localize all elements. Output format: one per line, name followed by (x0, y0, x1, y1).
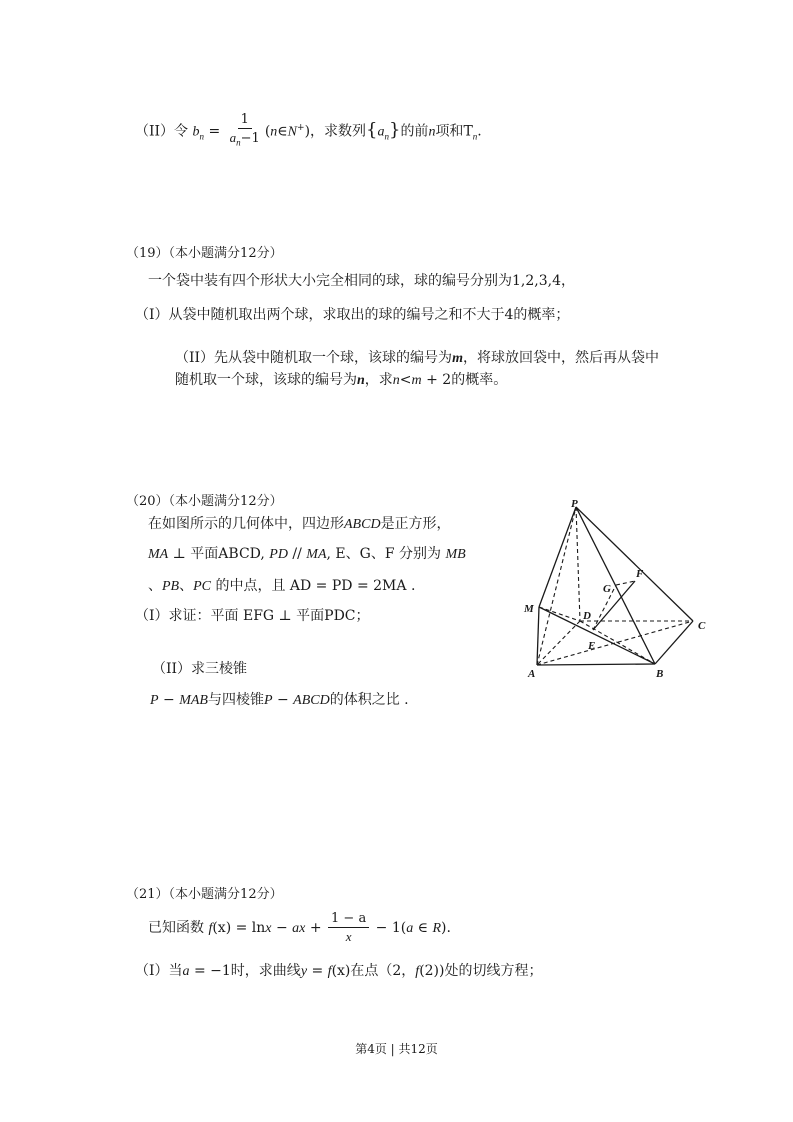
T-var: T (463, 123, 473, 140)
edge-ef (593, 581, 635, 630)
label-p: P (571, 498, 578, 510)
label-f: F (636, 568, 644, 580)
text: 在如图所示的几何体中，四边形 (148, 516, 344, 532)
q19-part2-line2 (175, 371, 507, 390)
ma-var: MA (306, 547, 327, 562)
text: 的体积之比 . (329, 692, 409, 708)
text: , E、G、F 分别为 (326, 546, 446, 562)
q21-given (148, 910, 451, 947)
a-var: a (406, 921, 414, 936)
plus-sup: + (297, 123, 305, 133)
f-var: f (327, 964, 332, 979)
in-symbol: ∈ (277, 123, 288, 140)
p-var: P (263, 693, 273, 708)
label-e: E (588, 640, 596, 652)
edge-pm (539, 507, 576, 607)
q19-intro: 一个袋中装有四个形状大小完全相同的球，球的编号分别为1,2,3,4， (148, 273, 575, 289)
text: ，求 (364, 372, 393, 388)
text: 与四棱锥 (207, 692, 264, 708)
period: . (477, 123, 482, 140)
text: 的前 (400, 123, 429, 140)
label-c: C (698, 620, 706, 632)
natural-set: N (287, 124, 298, 140)
text: 、 (148, 578, 162, 594)
text: = −1时，求曲线 (189, 963, 301, 979)
text: 的概率。 (451, 372, 508, 388)
text: 、 (179, 578, 194, 594)
edge-pd (576, 507, 580, 621)
q20-part2: （II）求三棱锥 (152, 661, 248, 677)
fraction-denominator: x (345, 929, 352, 944)
text: 项和 (435, 123, 464, 140)
fraction-denominator (227, 129, 263, 152)
n-sub: n (236, 137, 241, 148)
label-b: B (656, 668, 664, 680)
text: 随机取一个球，该球的编号为 (175, 372, 357, 388)
label-g: G (603, 583, 611, 595)
q20-part1: （I）求证：平面 EFG ⊥ 平面PDC； (135, 608, 370, 624)
equals-ln: = ln (231, 920, 266, 936)
page-footer: 第4页 | 共12页 (355, 1042, 438, 1056)
a-var: a (229, 129, 237, 145)
parallel: // (287, 546, 307, 562)
a-var: a (182, 964, 190, 979)
abcd-var: ABCD (293, 693, 330, 708)
equals: = (307, 963, 328, 979)
q20-line3 (148, 577, 415, 596)
f-var: f (208, 921, 213, 936)
ax-var: ax (292, 921, 306, 936)
paren-x: (x) (212, 920, 232, 936)
p-var: P (150, 693, 159, 708)
ma-var: MA (148, 547, 169, 562)
minus: − (272, 692, 294, 708)
q20-line2 (148, 545, 466, 564)
plus-two: + 2 (421, 372, 452, 388)
text: (2))处的切线方程； (419, 963, 543, 979)
f-var: f (415, 964, 420, 979)
q18-part2 (135, 108, 482, 156)
edge-md (539, 607, 580, 621)
n-var: n (392, 373, 400, 388)
paren-open: ( (264, 123, 271, 140)
bn-fraction (227, 112, 263, 152)
real-set: R (432, 921, 442, 936)
n-var: n (270, 124, 278, 140)
q21-header: （21）（本小题满分12分） (126, 887, 283, 902)
n-var: n (357, 373, 365, 388)
text: （II）先从袋中随机取一个球，该球的编号为 (175, 350, 453, 366)
text: (x)在点（2， (331, 963, 416, 979)
q21-part1 (135, 962, 542, 981)
n-sub: n (384, 131, 389, 142)
edge-mb (539, 607, 655, 664)
edge-ap (537, 507, 576, 665)
n-sub: n (472, 131, 478, 142)
pd-var: PD (269, 547, 288, 562)
q20-part2-expr (150, 691, 409, 710)
geometry-figure (515, 497, 725, 682)
edge-bc (655, 621, 693, 664)
n-sub: n (199, 131, 205, 142)
q20-line1 (148, 515, 451, 534)
label-m: M (524, 603, 534, 615)
text: ，将球放回袋中，然后再从袋中 (462, 350, 659, 366)
paren-close: ) (304, 123, 311, 140)
minus-one: −1 (240, 130, 260, 146)
b-var: b (192, 124, 200, 140)
pb-var: PB (162, 579, 180, 594)
edge-ac (537, 621, 693, 665)
q19-part2-line1 (175, 349, 659, 368)
x-var: x (265, 921, 272, 936)
plus: + (305, 920, 327, 936)
edge-ab (537, 664, 655, 665)
minus-one: − 1( (371, 920, 407, 936)
label-d: D (583, 610, 591, 622)
in-symbol: ∈ (413, 920, 433, 936)
text: 已知函数 (148, 920, 204, 936)
brace-close: } (388, 119, 401, 141)
text: 是正方形， (380, 516, 451, 532)
n-var: n (428, 124, 436, 140)
text: 的中点，且 AD = PD = 2MA . (211, 578, 416, 594)
m-var: m (411, 373, 422, 388)
text: （I）当 (135, 963, 183, 979)
brace-open: { (366, 119, 378, 141)
q19-part1: （I）从袋中随机取出两个球，求取出的球的编号之和不大于4的概率； (135, 307, 570, 323)
minus: − (271, 920, 293, 936)
fraction-numerator: 1 − a (328, 911, 369, 928)
mab-var: MAB (179, 693, 208, 708)
close: ). (441, 920, 451, 936)
q18-part2-label: （II）令 (135, 123, 189, 140)
less-than: < (399, 372, 412, 388)
minus: − (158, 692, 180, 708)
edge-pc (576, 507, 693, 621)
text: ⊥ 平面ABCD, (168, 546, 270, 562)
m-var: m (452, 351, 463, 366)
label-a: A (528, 668, 536, 680)
q19-header: （19）（本小题满分12分） (126, 246, 283, 261)
y-var: y (300, 964, 308, 979)
mb-var: MB (445, 547, 466, 562)
q20-header: （20）（本小题满分12分） (126, 494, 283, 509)
a-var: a (377, 124, 385, 140)
abcd-var: ABCD (344, 517, 381, 532)
equals: = (208, 123, 221, 140)
pc-var: PC (193, 579, 211, 594)
fraction-numerator: 1 (238, 112, 252, 129)
q21-fraction (328, 911, 369, 945)
text: ，求数列 (310, 123, 367, 140)
